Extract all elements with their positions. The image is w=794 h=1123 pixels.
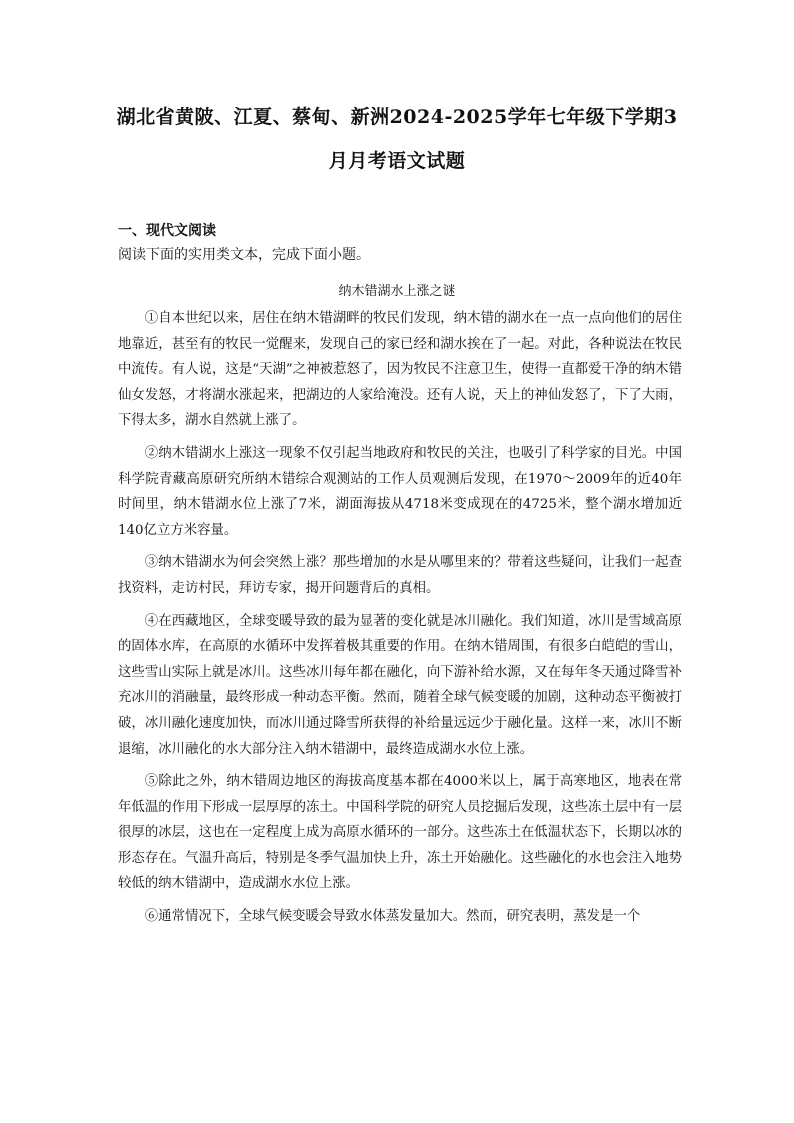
section-heading: 一、现代文阅读 — [118, 223, 216, 239]
document-title-line1: 湖北省黄陂、江夏、蔡甸、新洲2024-2025学年七年级下学期3 — [116, 106, 678, 128]
paragraph-5: ⑤除此之外，纳木错周边地区的海拔高度基本都在4000米以上，属于高寒地区，地表在常年低温的作用下形成一层厚厚的冻土。中国科学院的研究人员挖掘后发现，这些冻土层中有一层很厚的冰层，这也在一定程度上成为高原水循环的一部分。这些冻土在低温状态下，长期以冰的形态存在。气温升高后，特别是冬季气温加快上升，冻土开始融化。这些融化的水也会注入地势较低的纳木错湖中，造成湖水水位上涨。 — [118, 774, 682, 892]
document-title-line2: 月月考语文试题 — [328, 150, 466, 172]
article-body — [118, 306, 682, 937]
paragraph-6: ⑥通常情况下，全球气候变暖会导致水体蒸发量加大。然而，研究表明，蒸发是一个 — [144, 909, 641, 925]
paragraph-4: ④在西藏地区，全球变暖导致的最为显著的变化就是冰川融化。我们知道，冰川是雪域高原的固体水库，在高原的水循环中发挥着极其重要的作用。在纳木错周围，有很多白皑皑的雪山，这些雪山实际上就是冰川。这些冰川每年都在融化，向下游补给水源，又在每年冬天通过降雪补充冰川的消融量，最终形成一种动态平衡。然而，随着全球气候变暖的加剧，这种动态平衡被打破，冰川融化速度加快，而冰川通过降雪所获得的补给量远远少于融化量。这样一来，冰川不断退缩，冰川融化的水大部分注入纳木错湖中，最终造成湖水水位上涨。 — [118, 613, 682, 757]
paragraph-2: ②纳木错湖水上涨这一现象不仅引起当地政府和牧民的关注，也吸引了科学家的目光。中国科学院青藏高原研究所纳木错综合观测站的工作人员观测后发现，在1970～2009年的近40年时间里，纳木错湖水位上涨了7米，湖面海拔从4718米变成现在的4725米，整个湖水增加近140亿立方米容量。 — [118, 445, 682, 538]
article-title: 纳木错湖水上涨之谜 — [338, 284, 456, 299]
paragraph-3: ③纳木错湖水为何会突然上涨？那些增加的水是从哪里来的？带着这些疑问，让我们一起查找资料，走访村民，拜访专家，揭开问题背后的真相。 — [118, 555, 682, 596]
paragraph-1: ①自本世纪以来，居住在纳木错湖畔的牧民们发现，纳木错的湖水在一点一点向他们的居住地靠近，甚至有的牧民一觉醒来，发现自己的家已经和湖水挨在了一起。对此，各种说法在牧民中流传。有人说，这是“天湖”之神被惹怒了，因为牧民不注意卫生，使得一直都爱干净的纳木错仙女发怒，才将湖水涨起来，把湖边的人家给淹没。还有人说，天上的神仙发怒了，下了大雨，下得太多，湖水自然就上涨了。 — [118, 311, 682, 429]
reading-instruction: 阅读下面的实用类文本，完成下面小题。 — [118, 247, 370, 263]
